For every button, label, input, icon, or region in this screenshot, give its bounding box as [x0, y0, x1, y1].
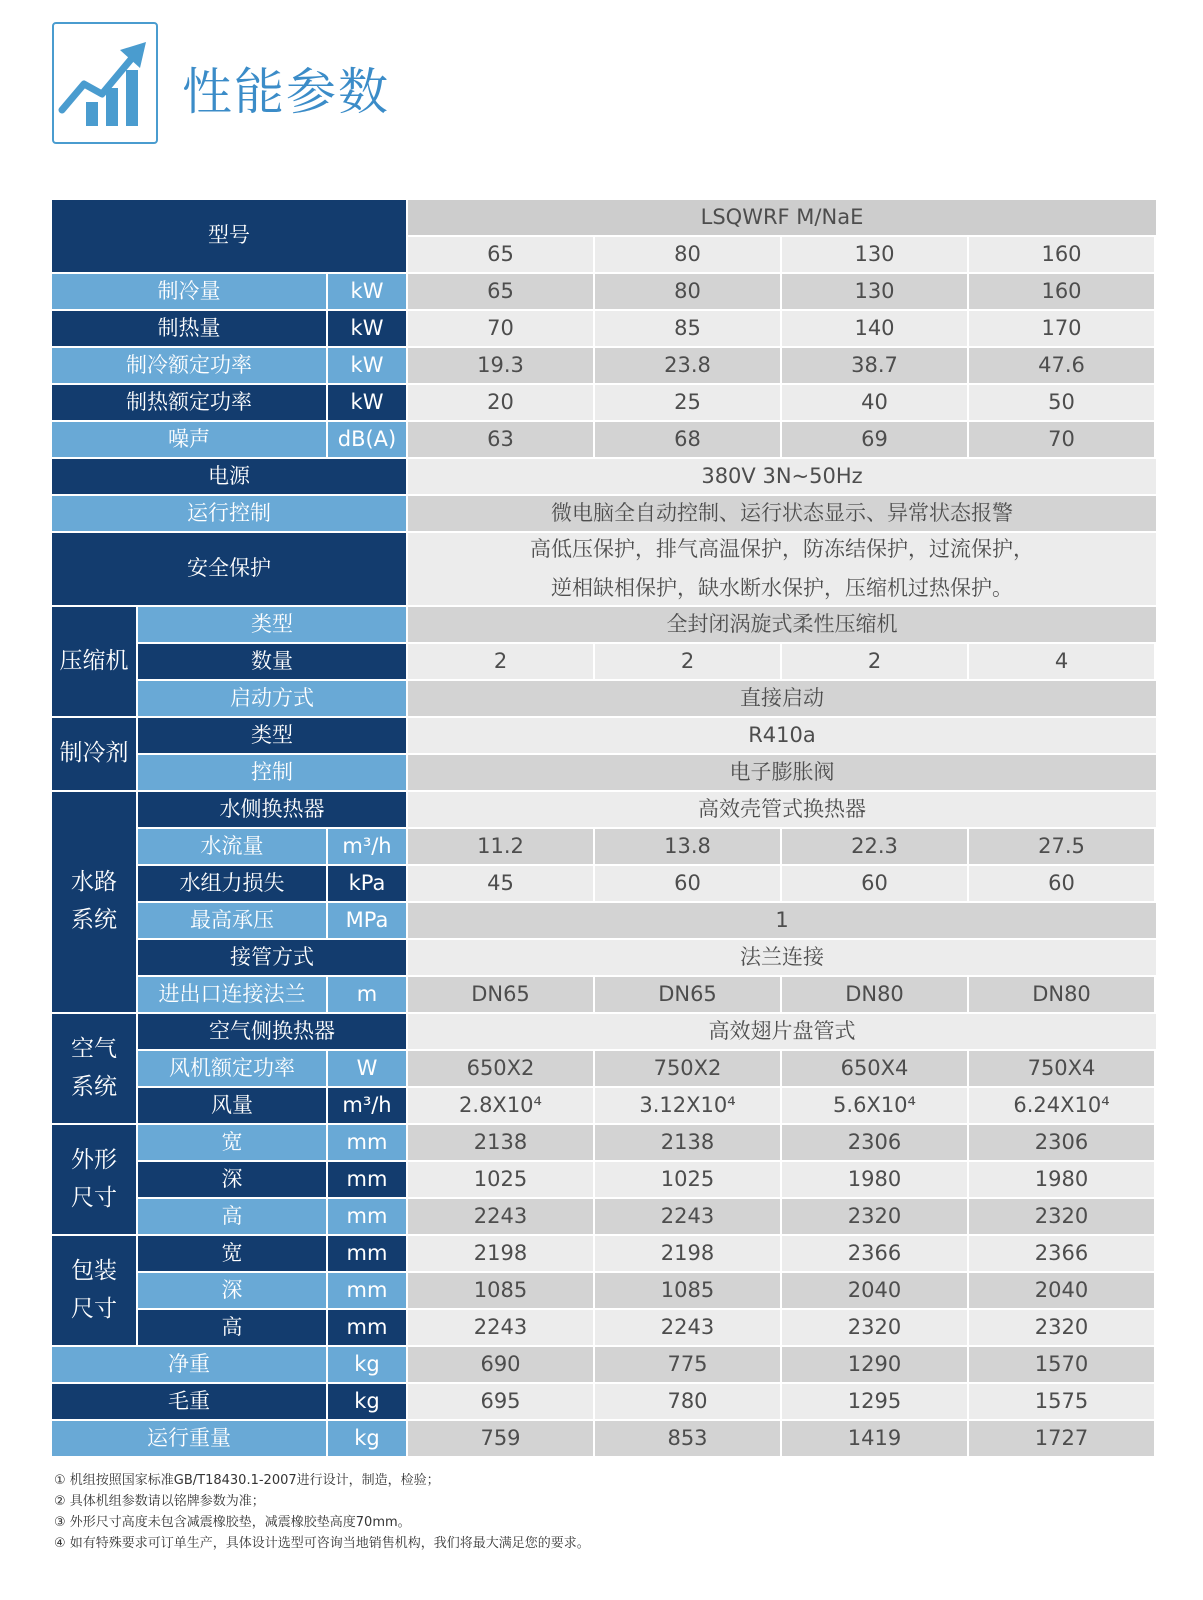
value-cell: 2198 — [595, 1236, 780, 1271]
row-label: 运行重量 — [52, 1421, 326, 1456]
value-cell: 2306 — [969, 1125, 1154, 1160]
row-unit: kg — [328, 1347, 406, 1382]
row-unit: mm — [328, 1236, 406, 1271]
value-cell: 650X2 — [408, 1051, 593, 1086]
value-cell: 69 — [782, 422, 967, 457]
span-value: 380V 3N~50Hz — [408, 459, 1156, 494]
row-label: 毛重 — [52, 1384, 326, 1419]
value-cell: 11.2 — [408, 829, 593, 864]
row-label: 接管方式 — [138, 940, 406, 975]
value-cell: 2243 — [408, 1310, 593, 1345]
value-cell: 70 — [408, 311, 593, 346]
value-cell: 750X2 — [595, 1051, 780, 1086]
group-label-line: 外形 — [71, 1146, 117, 1173]
row-label: 制热量 — [52, 311, 326, 346]
row-label: 净重 — [52, 1347, 326, 1382]
spec-table — [52, 200, 1156, 1457]
group-label-line: 尺寸 — [71, 1184, 117, 1211]
row-label: 运行控制 — [52, 496, 406, 531]
footnote: ① 机组按照国家标准GB/T18430.1-2007进行设计，制造，检验； — [54, 1473, 440, 1488]
value-cell: 1085 — [408, 1273, 593, 1308]
value-cell: 2366 — [782, 1236, 967, 1271]
value-cell: 2040 — [969, 1273, 1154, 1308]
row-unit: W — [328, 1051, 406, 1086]
value-cell: 45 — [408, 866, 593, 901]
footnotes — [54, 1470, 590, 1554]
value-cell: 140 — [782, 311, 967, 346]
value-cell: 2198 — [408, 1236, 593, 1271]
row-label: 启动方式 — [138, 681, 406, 716]
row-unit: mm — [328, 1199, 406, 1234]
span-value-line: 逆相缺相保护，缺水断水保护，压缩机过热保护。 — [551, 576, 1013, 600]
value-cell: 170 — [969, 311, 1154, 346]
value-cell: 20 — [408, 385, 593, 420]
group-label-line: 空气 — [71, 1035, 117, 1062]
group-label — [52, 718, 136, 790]
value-cell: 650X4 — [782, 1051, 967, 1086]
value-cell: 80 — [595, 274, 780, 309]
value-cell: 63 — [408, 422, 593, 457]
group-label-line: 包装 — [71, 1257, 117, 1284]
value-cell: 2320 — [969, 1199, 1154, 1234]
value-cell: 750X4 — [969, 1051, 1154, 1086]
value-cell: 27.5 — [969, 829, 1154, 864]
row-unit: MPa — [328, 903, 406, 938]
value-cell: 1980 — [969, 1162, 1154, 1197]
row-label: 电源 — [52, 459, 406, 494]
model-number: 65 — [408, 237, 593, 272]
value-cell: 2243 — [408, 1199, 593, 1234]
value-cell: DN65 — [408, 977, 593, 1012]
row-label: 安全保护 — [52, 533, 406, 605]
value-cell: 70 — [969, 422, 1154, 457]
value-cell: 2320 — [782, 1199, 967, 1234]
row-unit: mm — [328, 1310, 406, 1345]
value-cell: 3.12X10⁴ — [595, 1088, 780, 1123]
footnote: ② 具体机组参数请以铭牌参数为准； — [54, 1494, 265, 1509]
value-cell: 47.6 — [969, 348, 1154, 383]
group-label — [52, 1014, 136, 1123]
value-cell: 85 — [595, 311, 780, 346]
model-number: 160 — [969, 237, 1154, 272]
span-value: 微电脑全自动控制、运行状态显示、异常状态报警 — [408, 496, 1156, 531]
model-number: 80 — [595, 237, 780, 272]
span-value: 高效壳管式换热器 — [408, 792, 1156, 827]
row-label: 宽 — [138, 1125, 326, 1160]
value-cell: 1025 — [408, 1162, 593, 1197]
value-cell: 2 — [782, 644, 967, 679]
row-unit: kW — [328, 311, 406, 346]
row-unit: kg — [328, 1421, 406, 1456]
value-cell: 2243 — [595, 1199, 780, 1234]
value-cell: 2 — [595, 644, 780, 679]
value-cell: 23.8 — [595, 348, 780, 383]
span-value: 法兰连接 — [408, 940, 1156, 975]
value-cell: 1085 — [595, 1273, 780, 1308]
value-cell: 68 — [595, 422, 780, 457]
value-cell: 65 — [408, 274, 593, 309]
row-label: 制冷量 — [52, 274, 326, 309]
row-label: 噪声 — [52, 422, 326, 457]
value-cell: DN80 — [969, 977, 1154, 1012]
value-cell: 2 — [408, 644, 593, 679]
group-label — [52, 1236, 136, 1345]
value-cell: 40 — [782, 385, 967, 420]
value-cell: 2138 — [595, 1125, 780, 1160]
value-cell: 22.3 — [782, 829, 967, 864]
group-label — [52, 607, 136, 716]
value-cell: 1419 — [782, 1421, 967, 1456]
row-label: 类型 — [138, 718, 406, 753]
row-unit: mm — [328, 1273, 406, 1308]
rising-chart-graphic — [54, 24, 156, 142]
row-unit: kW — [328, 385, 406, 420]
value-cell: 1570 — [969, 1347, 1154, 1382]
value-cell: 4 — [969, 644, 1154, 679]
row-unit: kW — [328, 274, 406, 309]
value-cell: 19.3 — [408, 348, 593, 383]
value-cell: DN80 — [782, 977, 967, 1012]
row-label: 宽 — [138, 1236, 326, 1271]
value-cell: 13.8 — [595, 829, 780, 864]
row-label: 类型 — [138, 607, 406, 642]
value-cell: 1727 — [969, 1421, 1154, 1456]
group-label-line: 系统 — [71, 907, 117, 933]
row-label: 风量 — [138, 1088, 326, 1123]
row-unit: kPa — [328, 866, 406, 901]
row-unit: mm — [328, 1125, 406, 1160]
span-value: 1 — [408, 903, 1156, 938]
model-label: 型号 — [52, 200, 406, 272]
value-cell: 6.24X10⁴ — [969, 1088, 1154, 1123]
value-cell: 780 — [595, 1384, 780, 1419]
group-label-line: 水路 — [71, 869, 117, 896]
row-unit: m — [328, 977, 406, 1012]
row-unit: m³/h — [328, 1088, 406, 1123]
value-cell: 2306 — [782, 1125, 967, 1160]
value-cell: 1575 — [969, 1384, 1154, 1419]
value-cell: 690 — [408, 1347, 593, 1382]
value-cell: 25 — [595, 385, 780, 420]
row-label: 控制 — [138, 755, 406, 790]
value-cell: 1025 — [595, 1162, 780, 1197]
row-unit: dB(A) — [328, 422, 406, 457]
row-label: 数量 — [138, 644, 406, 679]
row-label: 制热额定功率 — [52, 385, 326, 420]
span-value — [408, 533, 1156, 605]
group-label — [52, 792, 136, 1012]
value-cell: 2320 — [969, 1310, 1154, 1345]
value-cell: 2.8X10⁴ — [408, 1088, 593, 1123]
value-cell: 160 — [969, 274, 1154, 309]
group-label-line: 压缩机 — [59, 647, 129, 674]
model-series: LSQWRF M/NaE — [408, 200, 1156, 235]
row-label: 高 — [138, 1310, 326, 1345]
footnote: ④ 如有特殊要求可订单生产，具体设计选型可咨询当地销售机构，我们将最大满足您的要求。 — [54, 1536, 590, 1551]
value-cell: 759 — [408, 1421, 593, 1456]
group-label-line: 系统 — [71, 1073, 117, 1100]
row-label: 水组力损失 — [138, 866, 326, 901]
row-label: 制冷额定功率 — [52, 348, 326, 383]
span-value: 直接启动 — [408, 681, 1156, 716]
span-value: R410a — [408, 718, 1156, 753]
span-value-line: 高低压保护，排气高温保护，防冻结保护，过流保护， — [530, 536, 1034, 561]
value-cell: 2243 — [595, 1310, 780, 1345]
value-cell: DN65 — [595, 977, 780, 1012]
value-cell: 775 — [595, 1347, 780, 1382]
group-label — [52, 1125, 136, 1234]
value-cell: 2040 — [782, 1273, 967, 1308]
row-label: 空气侧换热器 — [138, 1014, 406, 1049]
row-unit: kW — [328, 348, 406, 383]
row-unit: m³/h — [328, 829, 406, 864]
value-cell: 1295 — [782, 1384, 967, 1419]
value-cell: 2138 — [408, 1125, 593, 1160]
value-cell: 1290 — [782, 1347, 967, 1382]
value-cell: 2366 — [969, 1236, 1154, 1271]
footnote: ③ 外形尺寸高度未包含减震橡胶垫，减震橡胶垫高度70mm。 — [54, 1515, 411, 1530]
value-cell: 60 — [969, 866, 1154, 901]
row-label: 最高承压 — [138, 903, 326, 938]
row-label: 进出口连接法兰 — [138, 977, 326, 1012]
value-cell: 60 — [782, 866, 967, 901]
row-label: 水侧换热器 — [138, 792, 406, 827]
value-cell: 50 — [969, 385, 1154, 420]
value-cell: 1980 — [782, 1162, 967, 1197]
group-label-line: 制冷剂 — [59, 740, 129, 767]
row-unit: kg — [328, 1384, 406, 1419]
row-label: 水流量 — [138, 829, 326, 864]
value-cell: 853 — [595, 1421, 780, 1456]
row-label: 高 — [138, 1199, 326, 1234]
value-cell: 60 — [595, 866, 780, 901]
model-number: 130 — [782, 237, 967, 272]
value-cell: 38.7 — [782, 348, 967, 383]
value-cell: 2320 — [782, 1310, 967, 1345]
row-label: 风机额定功率 — [138, 1051, 326, 1086]
value-cell: 130 — [782, 274, 967, 309]
value-cell: 695 — [408, 1384, 593, 1419]
value-cell: 5.6X10⁴ — [782, 1088, 967, 1123]
page-title: 性能参数 — [182, 63, 390, 121]
row-label: 深 — [138, 1273, 326, 1308]
row-unit: mm — [328, 1162, 406, 1197]
span-value: 高效翅片盘管式 — [408, 1014, 1156, 1049]
row-label: 深 — [138, 1162, 326, 1197]
group-label-line: 尺寸 — [71, 1295, 117, 1322]
span-value: 全封闭涡旋式柔性压缩机 — [408, 607, 1156, 642]
rising-chart-icon — [52, 22, 158, 144]
span-value: 电子膨胀阀 — [408, 755, 1156, 790]
